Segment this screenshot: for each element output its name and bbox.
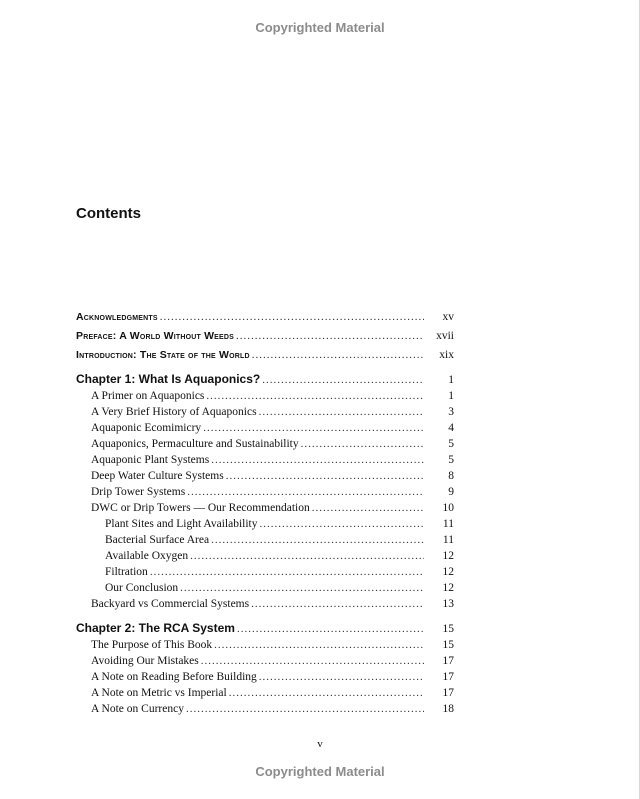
- toc-entry-title: Plant Sites and Light Availability: [105, 518, 258, 530]
- dot-leader: [259, 518, 424, 530]
- toc-entry-title: Filtration: [105, 566, 148, 578]
- toc-entry-page: 18: [442, 703, 454, 715]
- toc-entry: [76, 667, 454, 683]
- dot-leader: [201, 655, 424, 667]
- toc-entry: [76, 530, 454, 546]
- toc-entry: [76, 651, 454, 667]
- toc-entry-page: xv: [442, 311, 454, 323]
- toc-entry: [76, 498, 454, 514]
- toc-entry-title: Acknowledgments: [76, 311, 158, 323]
- toc-entry: [76, 418, 454, 434]
- toc-entry-title: A Note on Metric vs Imperial: [91, 687, 227, 699]
- dot-leader: [226, 470, 424, 482]
- toc-entry-page: 12: [442, 582, 454, 594]
- dot-leader: [236, 330, 424, 342]
- dot-leader: [211, 454, 424, 466]
- toc-entry-page: 3: [448, 406, 454, 418]
- dot-leader: [237, 623, 424, 635]
- toc-entry: [76, 546, 454, 562]
- toc-entry-page: 17: [442, 687, 454, 699]
- toc-entry-page: xix: [439, 349, 454, 361]
- toc-entry: [76, 323, 454, 342]
- toc-entry-title: Bacterial Surface Area: [105, 534, 210, 546]
- toc-entry-title: Aquaponic Plant Systems: [91, 454, 210, 466]
- toc-entry-page: 1: [448, 390, 454, 402]
- toc-entry-page: 17: [442, 671, 454, 683]
- toc-entry: [76, 450, 454, 466]
- toc-entry: [76, 699, 454, 715]
- dot-leader: [301, 438, 424, 450]
- toc-entry-page: 1: [448, 374, 454, 386]
- contents-heading: Contents: [76, 205, 141, 222]
- dot-leader: [229, 687, 424, 699]
- dot-leader: [214, 639, 424, 651]
- toc-entry-title: A Note on Reading Before Building: [91, 671, 257, 683]
- dot-leader: [251, 598, 424, 610]
- toc-entry-page: 15: [442, 623, 454, 635]
- dot-leader: [203, 422, 424, 434]
- toc-entry: [76, 434, 454, 450]
- toc-entry-title: Aquaponics, Permaculture and Sustainability: [91, 438, 299, 450]
- toc-entry-title: Chapter 1: What Is Aquaponics?: [76, 372, 261, 386]
- toc-entry: [76, 594, 454, 610]
- toc-entry-page: 17: [442, 655, 454, 667]
- toc-entry-title: Available Oxygen: [105, 550, 189, 562]
- dot-leader: [186, 703, 424, 715]
- toc-entry: [76, 466, 454, 482]
- toc-entry-page: 4: [448, 422, 454, 434]
- toc-entry-title: DWC or Drip Towers — Our Recommendation: [91, 502, 310, 514]
- dot-leader: [180, 582, 424, 594]
- toc-entry-page: 8: [448, 470, 454, 482]
- toc-entry: [76, 514, 454, 530]
- toc-entry-title: A Note on Currency: [91, 703, 184, 715]
- dot-leader: [160, 311, 424, 323]
- page-number: v: [317, 738, 323, 750]
- toc-entry-page: 10: [442, 502, 454, 514]
- toc-entry: [76, 368, 454, 386]
- copyright-watermark-bottom: Copyrighted Material: [255, 764, 385, 779]
- dot-leader: [150, 566, 424, 578]
- dot-leader: [190, 550, 424, 562]
- toc-entry-title: Preface: A World Without Weeds: [76, 330, 235, 342]
- dot-leader: [252, 349, 424, 361]
- toc-entry-page: 12: [442, 550, 454, 562]
- copyright-watermark-top: Copyrighted Material: [255, 20, 385, 35]
- table-of-contents: [76, 304, 454, 715]
- toc-entry-title: Backyard vs Commercial Systems: [91, 598, 250, 610]
- dot-leader: [259, 406, 424, 418]
- toc-entry-page: 13: [442, 598, 454, 610]
- toc-entry-page: 11: [442, 518, 454, 530]
- dot-leader: [262, 374, 424, 386]
- toc-entry-title: Drip Tower Systems: [91, 486, 186, 498]
- toc-entry-title: Aquaponic Ecomimicry: [91, 422, 202, 434]
- toc-entry-title: Avoiding Our Mistakes: [91, 655, 199, 667]
- toc-entry: [76, 683, 454, 699]
- toc-entry: [76, 578, 454, 594]
- toc-entry: [76, 304, 454, 323]
- toc-entry-page: 5: [448, 454, 454, 466]
- toc-entry-page: 5: [448, 438, 454, 450]
- toc-entry: [76, 342, 454, 361]
- dot-leader: [187, 486, 424, 498]
- toc-entry-page: xvii: [436, 330, 454, 342]
- toc-entry-page: 12: [442, 566, 454, 578]
- toc-entry-page: 15: [442, 639, 454, 651]
- toc-entry: [76, 635, 454, 651]
- toc-entry-title: The Purpose of This Book: [91, 639, 213, 651]
- toc-entry: [76, 386, 454, 402]
- toc-entry-title: A Primer on Aquaponics: [91, 390, 205, 402]
- dot-leader: [206, 390, 424, 402]
- toc-entry-title: Our Conclusion: [105, 582, 179, 594]
- toc-entry: [76, 402, 454, 418]
- toc-entry-title: Deep Water Culture Systems: [91, 470, 224, 482]
- toc-entry: [76, 562, 454, 578]
- toc-entry-title: Introduction: The State of the World: [76, 349, 250, 361]
- toc-entry-title: Chapter 2: The RCA System: [76, 621, 235, 635]
- toc-entry: [76, 617, 454, 635]
- toc-entry: [76, 482, 454, 498]
- toc-entry-page: 9: [448, 486, 454, 498]
- toc-entry-page: 11: [442, 534, 454, 546]
- dot-leader: [312, 502, 424, 514]
- dot-leader: [259, 671, 424, 683]
- dot-leader: [211, 534, 424, 546]
- toc-entry-title: A Very Brief History of Aquaponics: [91, 406, 257, 418]
